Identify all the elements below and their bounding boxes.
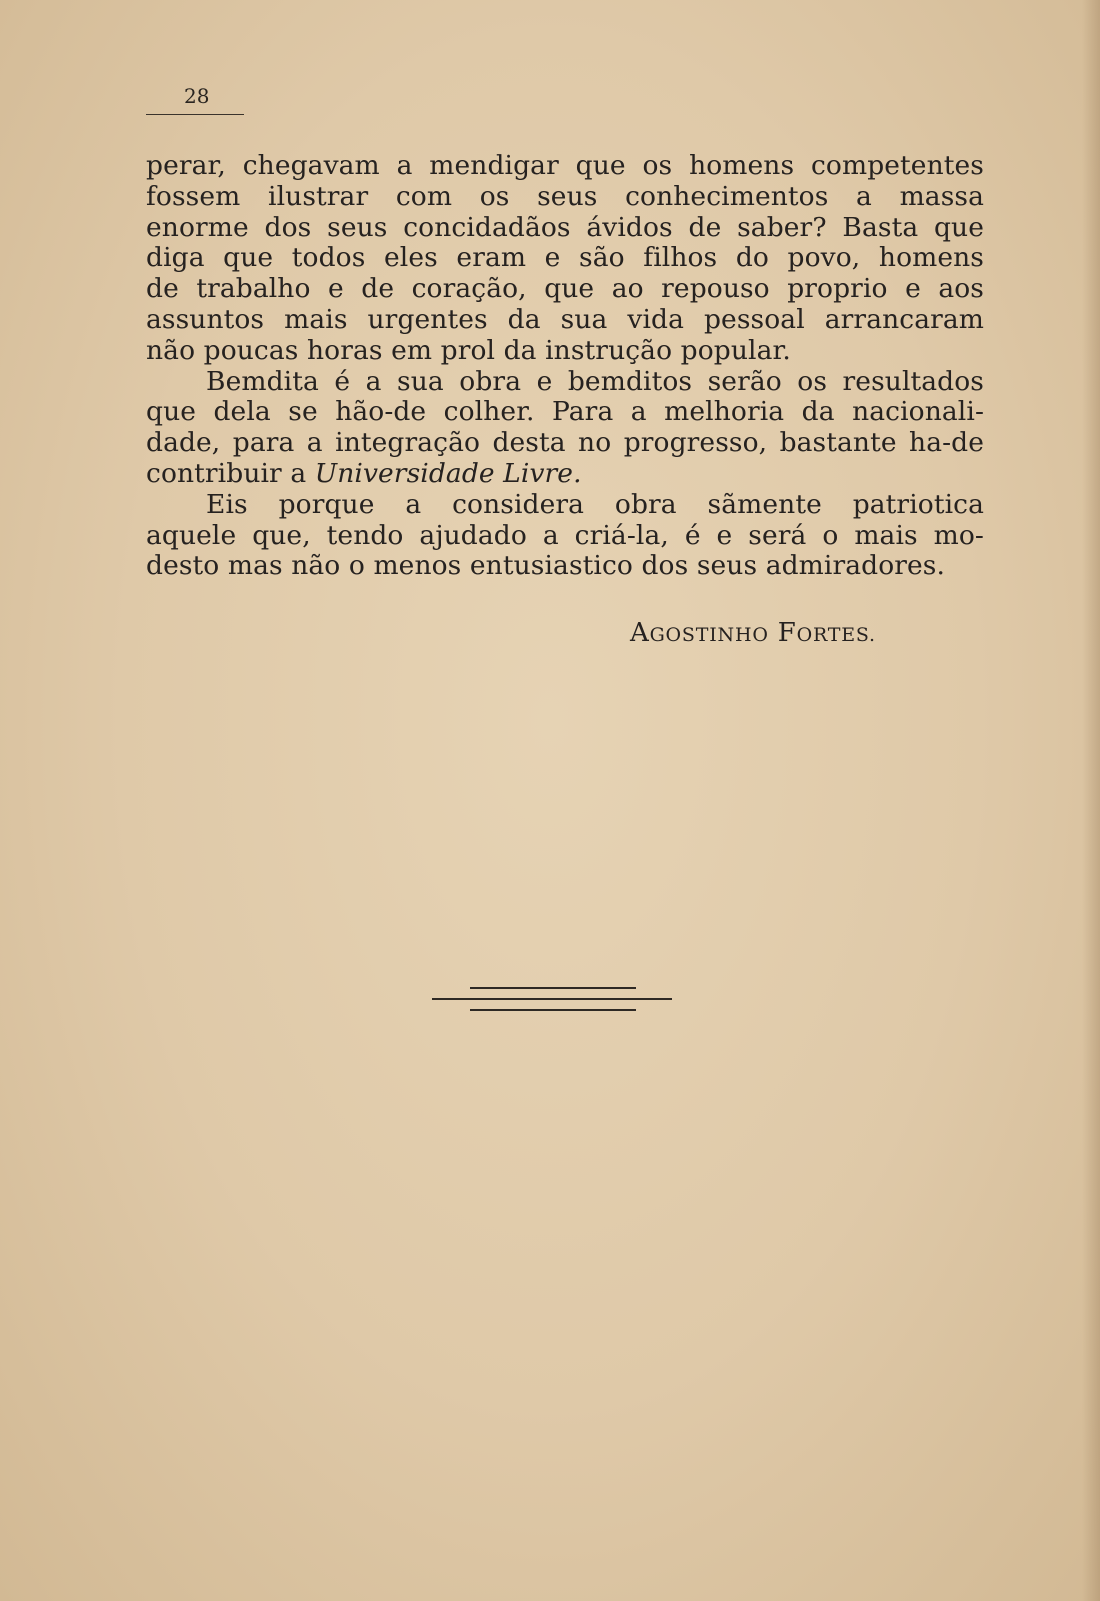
signature-initial: F — [777, 618, 797, 648]
text-line: enorme dos seus concidadãos ávidos de saber? Basta que — [146, 211, 984, 243]
text-line: assuntos mais urgentes da sua vida pessoal arrancaram — [146, 303, 984, 335]
book-title: Universidade Livre. — [314, 457, 582, 489]
text-line: diga que todos eles eram e são filhos do povo, homens — [146, 242, 984, 274]
paragraph-first-line: Eis porque a considera obra sãmente patriotica — [206, 488, 984, 520]
ornament-rule-top — [470, 987, 636, 989]
text-fragment: contribuir a — [146, 457, 315, 489]
header-rule — [146, 114, 244, 115]
author-signature — [630, 617, 876, 651]
signature-small-caps: GOSTINHO — [649, 624, 769, 646]
text-line: dade, para a integração desta no progresso, bastante ha-de — [146, 427, 984, 459]
text-line: desto mas não o menos entusiastico dos seus admiradores. — [146, 550, 946, 582]
text-line: fossem ilustrar com os seus conhecimentos a massa — [146, 180, 984, 212]
ornament-rule-middle — [432, 998, 672, 1000]
page-number: 28 — [184, 84, 210, 108]
text-line: não poucas horas em prol da instrução popular. — [146, 334, 791, 366]
signature-small-caps: ORTES. — [796, 624, 876, 646]
page-header — [146, 84, 246, 115]
text-line: perar, chegavam a mendigar que os homens competentes — [146, 150, 984, 181]
page-edge-shadow — [1082, 0, 1100, 1601]
paragraph-first-line: Bemdita é a sua obra e bemditos serão os resultados — [206, 365, 984, 397]
text-line: de trabalho e de coração, que ao repouso proprio e aos — [146, 273, 984, 305]
ornament-rule-bottom — [470, 1009, 636, 1011]
text-line: aquele que, tendo ajudado a criá-la, é e será o mais mo- — [146, 519, 984, 551]
signature-initial: A — [630, 618, 650, 648]
text-line: que dela se hão-de colher. Para a melhoria da nacionali- — [146, 396, 984, 428]
body-text — [146, 151, 984, 582]
text-line-with-title — [146, 459, 984, 490]
